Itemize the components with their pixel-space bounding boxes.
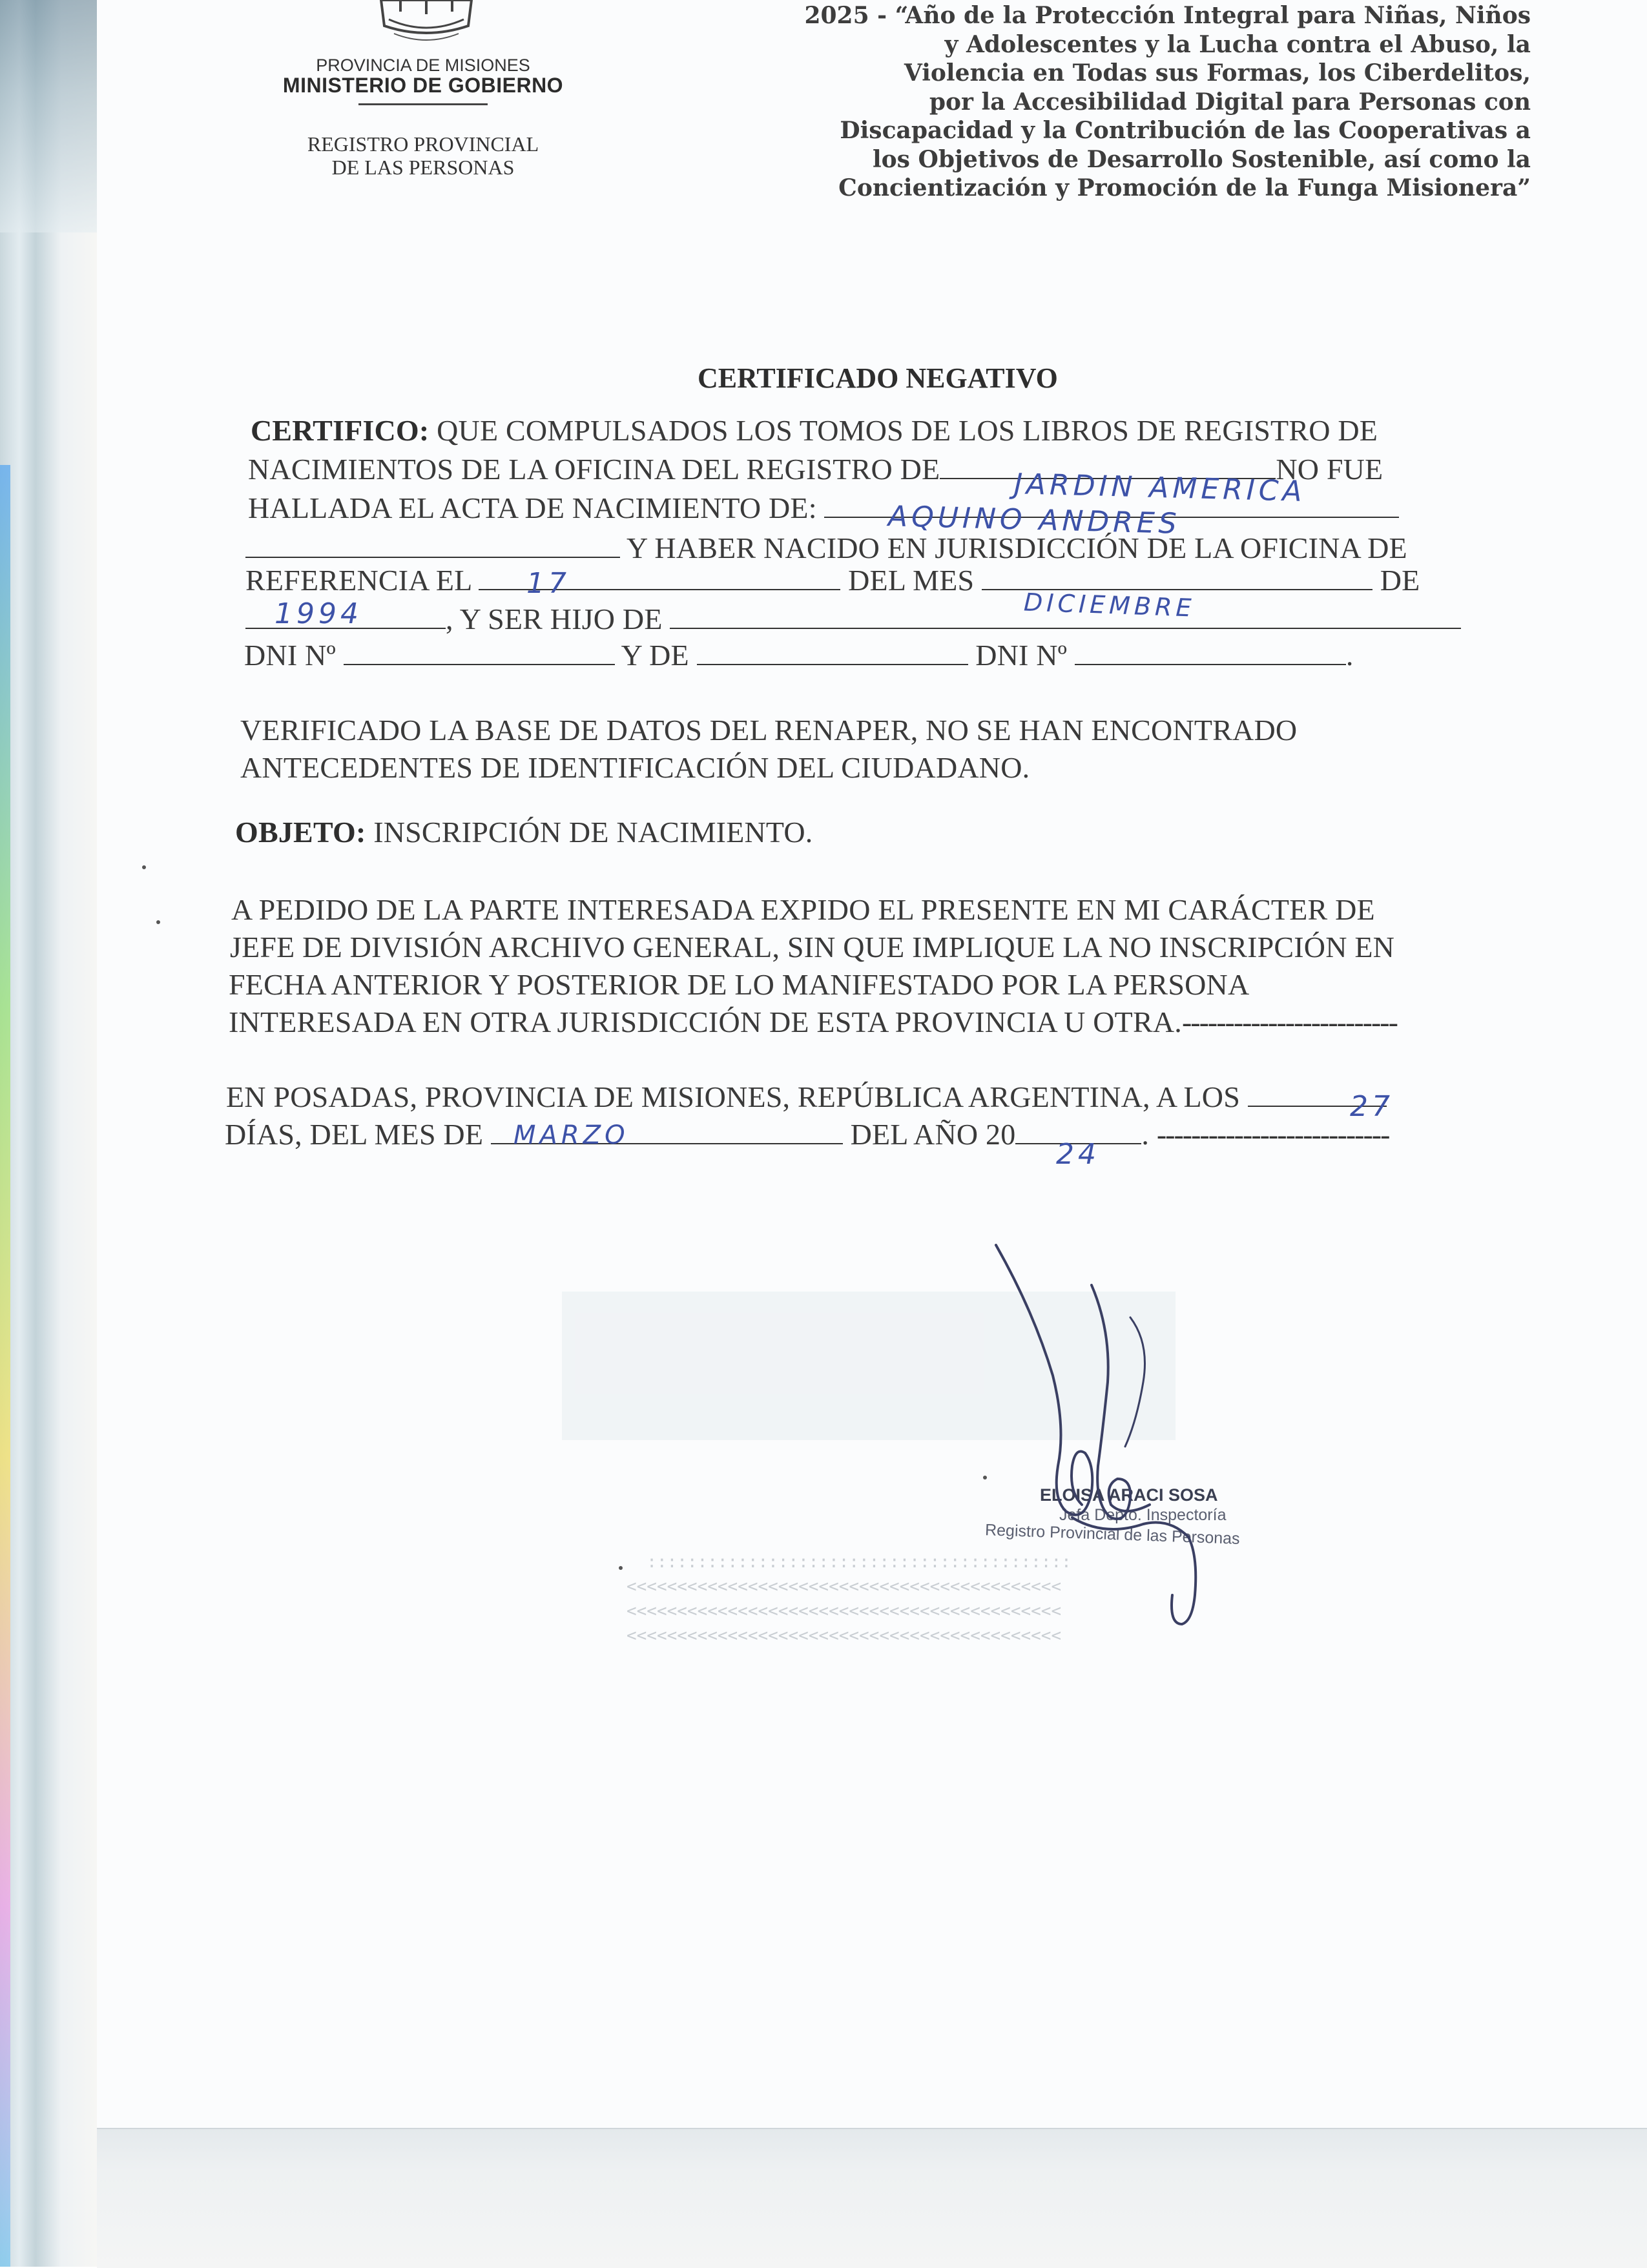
objeto-label: OBJETO:	[235, 816, 366, 849]
pedido-line4: INTERESADA EN OTRA JURISDICCIÓN DE ESTA PROVINCIA U OTRA.-------------------------	[229, 1005, 1397, 1038]
certifico-line3: HALLADA EL ACTA DE NACIMIENTO DE:	[248, 491, 1399, 525]
scan-speck	[983, 1476, 987, 1479]
certifico-line2: NACIMIENTOS DE LA OFICINA DEL REGISTRO DE NO FUE	[248, 453, 1383, 486]
signatory-name: ELOISA ARACI SOSA	[1040, 1485, 1218, 1505]
document-title: CERTIFICADO NEGATIVO	[698, 362, 1058, 394]
scan-left-edge	[0, 0, 97, 2267]
pedido-line1: A PEDIDO DE LA PARTE INTERESADA EXPIDO EL PRESENTE EN MI CARÁCTER DE	[231, 893, 1375, 926]
certifico-line5: REFERENCIA EL DEL MES DE	[245, 564, 1420, 597]
handwritten-office: JARDIN AMERICA	[1013, 468, 1307, 508]
signatory-organization: Registro Provincial de las Personas	[984, 1521, 1241, 1548]
motto-line: Discapacidad y la Contribución de las Cooperativas a	[840, 117, 1531, 144]
handwritten-signature	[956, 1233, 1240, 1634]
renaper-line1: VERIFICADO LA BASE DE DATOS DEL RENAPER, NO SE HAN ENCONTRADO	[240, 714, 1298, 747]
ministry-label: MINISTERIO DE GOBIERNO	[282, 74, 564, 97]
scan-speck	[156, 920, 160, 924]
closing-line1: EN POSADAS, PROVINCIA DE MISIONES, REPÚBLICA ARGENTINA, A LOS	[226, 1080, 1387, 1114]
motto-line: Concientización y Promoción de la Funga Misionera”	[838, 174, 1531, 201]
scan-speck	[142, 865, 146, 869]
pedido-line2: JEFE DE DIVISIÓN ARCHIVO GENERAL, SIN QUE IMPLIQUE LA NO INSCRIPCIÓN EN	[230, 931, 1395, 964]
handwritten-month: DICIEMBRE	[1023, 588, 1196, 623]
certifico-line7: DNI Nº Y DE DNI Nº .	[244, 639, 1354, 672]
certifico-line6: , Y SER HIJO DE	[245, 602, 1461, 636]
motto-line: los Objetivos de Desarrollo Sostenible, así como la	[872, 145, 1531, 173]
motto-line: 2025 - “Año de la Protección Integral para Niñas, Niños	[804, 2, 1531, 29]
objeto-line: OBJETO: INSCRIPCIÓN DE NACIMIENTO.	[235, 816, 813, 849]
letterhead-divider	[358, 103, 488, 105]
certifico-line1: CERTIFICO: QUE COMPULSADOS LOS TOMOS DE LOS LIBROS DE REGISTRO DE	[251, 414, 1378, 447]
paper-fold	[97, 2128, 1647, 2268]
pedido-line3: FECHA ANTERIOR Y POSTERIOR DE LO MANIFESTADO POR LA PERSONA	[229, 968, 1250, 1001]
scan-shadow	[0, 0, 97, 232]
handwritten-day: 17	[526, 567, 570, 600]
dni-blank-2	[1075, 642, 1346, 665]
motto-line: y Adolescentes y la Lucha contra el Abuso, la	[944, 30, 1531, 58]
handwritten-issue-day: 27	[1350, 1090, 1394, 1123]
provincial-crest-icon	[375, 0, 478, 45]
certifico-label: CERTIFICO:	[251, 414, 430, 447]
month-blank	[982, 567, 1372, 590]
year-motto	[749, 1, 1531, 203]
province-label: PROVINCIA DE MISIONES	[316, 56, 530, 75]
handwritten-issue-month: MARZO	[513, 1120, 629, 1150]
continuation-blank	[245, 535, 620, 558]
certifico-line4: Y HABER NACIDO EN JURISDICCIÓN DE LA OFICINA DE	[245, 531, 1407, 565]
dni-blank-1	[344, 642, 615, 665]
scan-artifact-strip	[0, 465, 10, 2267]
scan-speck	[619, 1566, 623, 1570]
signatory-role: Jefa Depto. Inspectoría	[1059, 1506, 1227, 1524]
closing-line2: DÍAS, DEL MES DE DEL AÑO 20 . ---------------------------	[225, 1118, 1389, 1151]
handwritten-issue-year: 24	[1056, 1138, 1100, 1171]
motto-line: Violencia en Todas sus Formas, los Ciberdelitos,	[904, 59, 1531, 87]
registry-label-line1: REGISTRO PROVINCIAL	[307, 132, 539, 156]
handwritten-year: 1994	[274, 597, 362, 630]
parent-blank	[670, 606, 1461, 629]
registry-label-line2: DE LAS PERSONAS	[331, 156, 515, 179]
renaper-line2: ANTECEDENTES DE IDENTIFICACIÓN DEL CIUDADANO.	[240, 751, 1030, 784]
parent2-blank	[697, 642, 968, 665]
handwritten-person: AQUINO ANDRES	[887, 500, 1181, 541]
faded-stamp-rows: :::::::::::::::::::::::::::::::::::::::::: <<<<<<<<<<<<<<<<<<<<<<<<<<<<<<<<<<<<<<<<<<< <<<<<<<<<<<<<<<<<<<<<<<<<<<<<<<<<<<<<<<<<<< <<<<<<<<<<<<<<<<<<<<<<<<<<<<<<<<<<<<<<<<<<<	[627, 1552, 1072, 1645]
motto-line: por la Accesibilidad Digital para Personas con	[929, 88, 1531, 116]
